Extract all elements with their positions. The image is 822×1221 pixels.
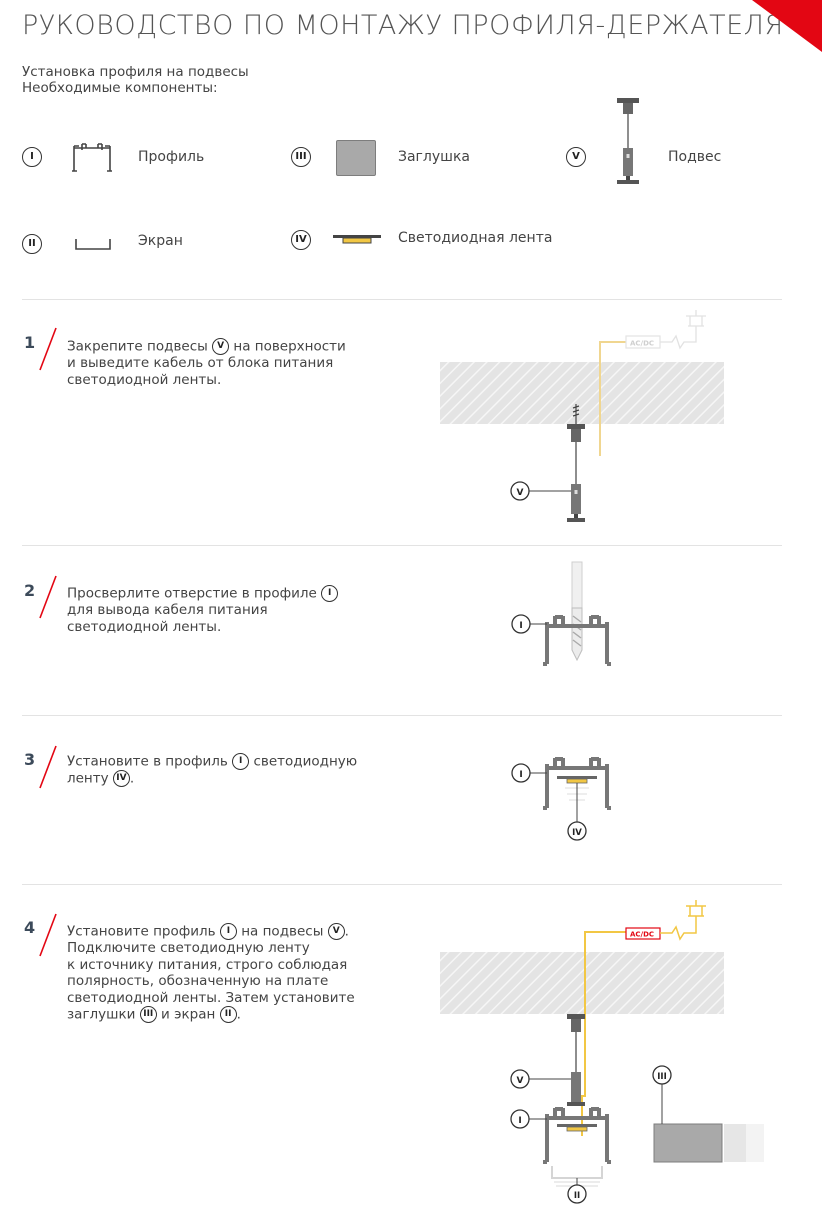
badge-v: V [212, 338, 229, 355]
badge-i: I [232, 753, 249, 770]
ceiling-surface [440, 362, 724, 424]
step-4-number: 4 [24, 918, 36, 937]
badge-iv: IV [113, 770, 130, 787]
component-badge-i: I [22, 146, 42, 167]
step-2-diagram [505, 560, 625, 672]
callout-iii: III [657, 1072, 667, 1082]
subtitle [22, 64, 249, 96]
step-1-number: 1 [24, 333, 36, 352]
section-divider [22, 545, 782, 546]
callout-iv: IV [572, 828, 582, 838]
component-label-end-cap: Заглушка [398, 149, 470, 165]
callout-i: I [519, 770, 523, 780]
led-strip [557, 776, 597, 779]
badge-ii: II [220, 1006, 237, 1023]
step-3-number: 3 [24, 750, 36, 769]
step-3-slash-icon [36, 744, 60, 790]
step-4-text: Установите профиль I на подвесы V . Подключите светодиодную ленту к источнику питания, строго соблюдая полярность, обозначенную на плате светодиодной ленты. Затем установите заглушки III и экран II . [67, 923, 355, 1023]
ceiling-surface [440, 952, 724, 1014]
psu-label: AC/DC [630, 339, 655, 348]
component-label-suspension: Подвес [668, 149, 722, 165]
psu-label: AC/DC [630, 930, 655, 939]
component-badge-iv: IV [291, 229, 311, 250]
step-1-diagram [440, 306, 740, 536]
callout-i: I [519, 621, 523, 631]
badge-v: V [328, 923, 345, 940]
component-badge-ii: II [22, 233, 42, 254]
step-4-diagram [440, 896, 770, 1216]
end-cap-icon [336, 140, 376, 176]
section-divider [22, 884, 782, 885]
component-label-led-strip: Светодиодная лента [398, 230, 553, 246]
led-strip-icon [331, 230, 383, 246]
plug-icon [660, 900, 706, 939]
diffuser-screen-icon [74, 236, 112, 252]
section-divider [22, 299, 782, 300]
badge-i: I [321, 585, 338, 602]
subtitle-line-1: Установка профиля на подвесы [22, 64, 249, 80]
badge-iii: III [140, 1006, 157, 1023]
step-2-text: Просверлите отверстие в профиле I для вывода кабеля питания светодиодной ленты. [67, 585, 338, 635]
step-3-diagram [505, 752, 625, 852]
profile-icon [70, 140, 114, 174]
subtitle-line-2: Необходимые компоненты: [22, 80, 218, 96]
screen-section [552, 1166, 602, 1178]
callout-v: V [516, 1076, 524, 1086]
badge-i: I [220, 923, 237, 940]
step-4-slash-icon [36, 912, 60, 958]
step-1-text: Закрепите подвесы V на поверхности и выведите кабель от блока питания светодиодной ленты. [67, 338, 346, 388]
step-3-text: Установите в профиль I светодиодную ленту IV . [67, 753, 358, 787]
component-badge-iii: III [291, 146, 311, 167]
callout-v: V [516, 488, 524, 498]
section-divider [22, 715, 782, 716]
end-cap [654, 1124, 722, 1162]
suspension-icon [614, 96, 642, 188]
step-2-slash-icon [36, 574, 60, 620]
step-2-number: 2 [24, 581, 36, 600]
plug-icon [660, 310, 706, 348]
callout-i: I [518, 1116, 522, 1126]
component-label-screen: Экран [138, 233, 183, 249]
step-1-slash-icon [36, 326, 60, 372]
red-corner-accent [752, 0, 822, 52]
page-title: РУКОВОДСТВО ПО МОНТАЖУ ПРОФИЛЯ-ДЕРЖАТЕЛЯ [22, 10, 784, 41]
component-label-profile: Профиль [138, 149, 205, 165]
profile-section [543, 1108, 611, 1162]
component-badge-v: V [566, 146, 586, 167]
callout-ii: II [573, 1191, 581, 1201]
